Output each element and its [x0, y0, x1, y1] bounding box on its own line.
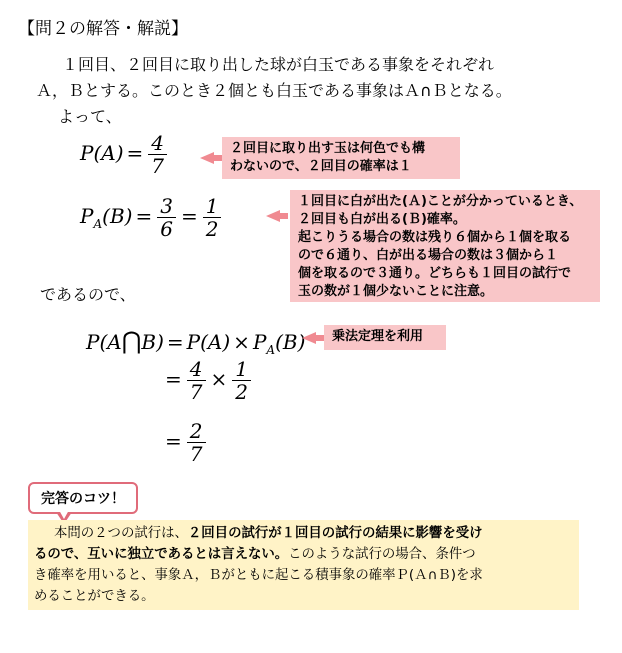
eq5-numerator: 2: [187, 420, 206, 443]
eq5-denominator: 7: [189, 442, 203, 466]
equation-p-a: [80, 132, 169, 177]
arrow-icon: [266, 210, 280, 222]
tip-text-3: るので、互いに独立であるとは言えない。: [34, 547, 289, 562]
eq2-sub: A: [93, 217, 103, 231]
eq3-times: ×: [233, 330, 250, 354]
eq4-fraction-2: [232, 358, 251, 403]
eq1-equals: =: [126, 141, 144, 165]
eq4-numerator-2: 1: [232, 358, 251, 381]
tip-label: 完答のコツ！: [28, 482, 138, 514]
arrow-icon: [302, 332, 316, 344]
equation-pa-b: [80, 195, 223, 240]
eq2-denominator-2: 2: [205, 217, 219, 241]
eq3-equals: =: [166, 330, 184, 354]
eq4-times: ×: [210, 367, 228, 391]
eq4-numerator-1: 4: [187, 358, 206, 381]
eq5-equals: =: [165, 429, 182, 453]
note2-line-2: ２回目も白が出る(Ｂ)確率。: [298, 212, 466, 227]
note-second-draw: [222, 137, 460, 179]
eq2-fraction-1: [157, 195, 176, 240]
equation-product: [162, 358, 253, 403]
eq2-equals-2: =: [180, 204, 198, 228]
intro-text: [30, 52, 600, 130]
eq1-denominator: 7: [151, 154, 165, 178]
eq3-lhs-start: P(A: [86, 330, 122, 354]
eq5-fraction: [187, 420, 206, 465]
tip-text-5: き確率を用いると、事象Ａ，Ｂがともに起こる積事象の確率Ｐ(Ａ∩Ｂ)を求: [34, 568, 483, 583]
equation-result: [162, 420, 208, 465]
note1-line-1: ２回目に取り出す玉は何色でも構: [230, 141, 426, 156]
note2-line-3: 起こりうる場合の数は残り６個から１個を取る: [298, 230, 572, 245]
note2-line-6: 玉の数が１個少ないことに注意。: [298, 284, 494, 299]
eq3-arg: (B): [275, 330, 306, 354]
eq1-lhs: P(A): [80, 141, 124, 165]
tip-box: [28, 520, 579, 610]
eq3-p: P: [252, 330, 267, 354]
tip-text-4: このような試行の場合、条件つ: [288, 547, 476, 562]
intro-line-2: Ａ，Ｂとする。このとき２個とも白玉である事象はＡ∩Ｂとなる。: [36, 81, 512, 100]
eq2-numerator-2: 1: [203, 195, 222, 218]
note2-line-1: １回目に白が出た(Ａ)ことが分かっているとき、: [298, 194, 583, 209]
page-title: 【問２の解答・解説】: [18, 19, 188, 39]
connector-text: であるので、: [40, 285, 136, 304]
eq1-numerator: 4: [148, 132, 167, 155]
eq4-equals: =: [165, 367, 182, 391]
eq4-denominator-2: 2: [235, 380, 248, 404]
eq2-fraction-2: [203, 195, 222, 240]
tip-text-2: ２回目の試行が１回目の試行の結果に影響を受け: [187, 526, 483, 541]
intro-line-1: １回目、２回目に取り出した球が白玉である事象をそれぞれ: [62, 55, 495, 74]
eq4-denominator-1: 7: [189, 380, 203, 404]
equation-intersection: [86, 327, 305, 357]
eq1-fraction: [148, 132, 167, 177]
note-conditional: [290, 190, 600, 302]
eq3-cap: ⋂: [121, 327, 142, 355]
eq2-denominator-1: 6: [160, 217, 173, 241]
eq2-equals-1: =: [135, 204, 153, 228]
eq3-pa: P(A): [186, 330, 231, 354]
eq4-fraction-1: [187, 358, 206, 403]
eq3-sub: A: [266, 343, 276, 357]
intro-line-3: よって、: [58, 107, 122, 126]
note1-line-2: わないので、２回目の確率は１: [230, 159, 412, 174]
eq3-lhs-end: B): [141, 330, 164, 354]
eq2-numerator-1: 3: [157, 195, 176, 218]
eq2-p: P: [80, 204, 94, 228]
note2-line-4: ので６通り、白が出る場合の数は３個から１: [298, 248, 559, 263]
eq2-arg: (B): [102, 204, 133, 228]
tip-text-6: めることができる。: [34, 589, 155, 604]
arrow-icon: [200, 152, 214, 164]
note2-line-5: 個を取るので３通り。どちらも１回目の試行で: [298, 266, 572, 281]
tip-text-1: 本問の２つの試行は、: [54, 526, 188, 541]
note-multiplication: 乗法定理を利用: [324, 325, 446, 350]
